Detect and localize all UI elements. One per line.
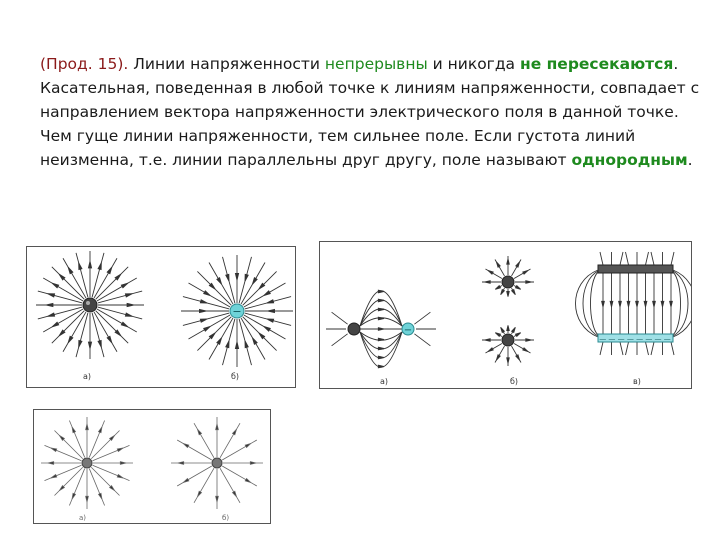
field-line (177, 466, 212, 486)
charge-highlight (86, 301, 90, 305)
field-arrow (204, 291, 211, 296)
field-line (671, 252, 674, 265)
field-arrow (245, 274, 248, 281)
field-arrow (121, 322, 128, 327)
dipole-minus-sign: − (403, 325, 413, 336)
positive-charge (83, 298, 97, 312)
field-arrow (245, 444, 251, 448)
field-arrow (512, 327, 516, 332)
field-arrow (98, 340, 101, 347)
text-fragment: и никогда (432, 55, 516, 73)
field-arrow (619, 301, 622, 307)
figure-point-charges-drawing (27, 247, 296, 388)
field-arrow (204, 326, 211, 331)
field-line (620, 252, 623, 265)
field-line (671, 342, 674, 355)
field-arrow (88, 342, 91, 349)
field-line (54, 430, 82, 458)
field-arrow (216, 496, 219, 502)
text-fragment: . (687, 151, 693, 169)
figure-point-charges-2 (33, 409, 271, 524)
field-arrow (378, 290, 384, 293)
field-line (177, 440, 212, 460)
field-arrow (98, 263, 101, 270)
highlight-continuous: непрерывны (324, 55, 428, 73)
field-line (222, 440, 257, 460)
field-arrow (59, 486, 64, 491)
field-arrow (267, 319, 274, 322)
label-b: б) (231, 372, 240, 381)
plate-minus-signs: — — — — — — — — (599, 335, 671, 343)
field-arrow (216, 424, 219, 430)
field-arrow (488, 270, 493, 274)
field-arrow (501, 327, 505, 332)
field-arrow (117, 448, 123, 451)
field-arrow (661, 301, 664, 307)
field-arrow (68, 336, 73, 343)
field-curve (673, 272, 681, 335)
field-arrow (59, 330, 65, 336)
field-line (651, 252, 654, 265)
like-charge-bottom (502, 334, 514, 346)
field-line (91, 430, 119, 458)
field-arrow (670, 301, 673, 307)
field-arrow (516, 355, 520, 360)
field-arrow (199, 309, 206, 312)
field-arrow (48, 294, 55, 297)
field-line (93, 445, 130, 460)
field-arrow (378, 365, 384, 368)
field-line (45, 465, 82, 480)
field-arrow (495, 333, 500, 337)
field-arrow (209, 333, 215, 339)
field-line (52, 311, 85, 344)
field-arrow (217, 338, 222, 345)
field-arrow (644, 301, 647, 307)
field-arrow (107, 267, 112, 274)
label-c: в) (633, 377, 641, 386)
field-arrow (107, 336, 112, 343)
dipole-positive-charge (348, 323, 360, 335)
field-line (332, 334, 348, 346)
field-line (69, 469, 84, 506)
field-arrow (226, 274, 229, 281)
field-arrow (217, 278, 222, 285)
field-arrow (232, 429, 236, 435)
field-line (69, 421, 84, 458)
field-arrow (232, 491, 236, 497)
field-arrow (125, 313, 132, 316)
field-line (222, 466, 257, 486)
charge-a (82, 458, 92, 468)
field-arrow (507, 325, 510, 330)
field-arrow (52, 322, 59, 327)
field-arrow (507, 259, 510, 264)
negative-sign: − (232, 305, 242, 318)
field-arrow (59, 435, 64, 440)
field-line (96, 311, 129, 344)
field-line (600, 342, 603, 355)
like-charge-top (502, 276, 514, 288)
field-arrow (507, 358, 510, 363)
field-arrow (183, 478, 189, 482)
field-line (91, 467, 119, 495)
field-arrow (485, 281, 490, 284)
field-arrow (610, 301, 613, 307)
figure-dipole-and-plates (319, 241, 692, 389)
field-arrow (209, 283, 215, 289)
field-line (89, 469, 104, 506)
positive-plate (598, 265, 673, 273)
field-arrow (200, 300, 207, 303)
field-arrow (198, 491, 202, 497)
field-arrow (252, 278, 257, 285)
text-fragment: . (673, 55, 679, 73)
field-arrow (245, 341, 248, 348)
highlight-not-cross: не пересекаются (519, 55, 674, 73)
field-line (620, 342, 623, 355)
field-arrow (507, 291, 510, 296)
field-arrow (378, 328, 384, 331)
field-arrow (110, 486, 115, 491)
field-arrow (183, 444, 189, 448)
field-arrow (496, 355, 500, 360)
field-line (414, 334, 430, 346)
field-arrow (653, 301, 656, 307)
field-line (646, 342, 649, 355)
field-arrow (516, 262, 520, 267)
figure-point-charges-2-drawing (34, 410, 271, 524)
paragraph-2: Касательная, поведенная в любой точке к линиям напряженности, совпадает с направлением вектора напряженности электрического поля в данной точке. (40, 79, 700, 121)
field-arrow (52, 283, 59, 288)
field-arrow (252, 338, 257, 345)
label-a: а) (380, 377, 389, 386)
field-arrow (495, 286, 500, 290)
label-a: а) (79, 514, 87, 522)
field-arrow (267, 300, 274, 303)
field-arrow (245, 478, 251, 482)
field-line (651, 342, 654, 355)
field-arrow (120, 462, 126, 465)
field-arrow (110, 435, 115, 440)
field-curve (591, 272, 599, 335)
field-arrow (516, 286, 521, 290)
field-arrow (200, 319, 207, 322)
paragraph-3 (40, 124, 700, 172)
field-arrow (98, 427, 101, 433)
field-arrow (488, 348, 493, 352)
field-line (93, 465, 130, 480)
field-arrow (264, 326, 271, 331)
field-arrow (178, 462, 184, 465)
field-arrow (88, 261, 91, 268)
field-arrow (523, 270, 528, 274)
field-arrow (516, 333, 521, 337)
field-arrow (250, 462, 256, 465)
field-arrow (523, 348, 528, 352)
field-line (220, 468, 240, 503)
text-fragment: Линии напряженности (133, 55, 320, 73)
field-arrow (125, 294, 132, 297)
field-arrow (602, 301, 605, 307)
field-arrow (115, 330, 121, 336)
field-arrow (378, 299, 384, 302)
field-line (194, 423, 214, 458)
field-line (332, 312, 348, 324)
field-arrow (51, 474, 57, 477)
figure-dipole-and-plates-drawing (320, 242, 692, 389)
field-arrow (79, 340, 82, 347)
field-line (89, 421, 104, 458)
charge-b (212, 458, 222, 468)
field-arrow (198, 429, 202, 435)
field-arrow (72, 427, 75, 433)
field-line (646, 252, 649, 265)
field-arrow (636, 301, 639, 307)
field-line (45, 445, 82, 460)
field-arrow (51, 448, 57, 451)
label-a: а) (83, 372, 92, 381)
field-line (626, 252, 629, 265)
field-arrow (264, 291, 271, 296)
field-arrow (115, 274, 121, 280)
field-line (220, 423, 240, 458)
field-line (626, 342, 629, 355)
field-arrow (485, 339, 490, 342)
text-fragment: Чем гуще линии напряженности, тем сильнее поле. Если густота линий неизменна, т.е. линии параллельны друг другу, поле называют (40, 127, 636, 169)
field-line (414, 312, 430, 324)
field-line (194, 468, 214, 503)
field-arrow (59, 274, 65, 280)
field-arrow (526, 339, 531, 342)
highlight-uniform: однородным (571, 151, 688, 169)
slide-text (40, 52, 700, 172)
field-arrow (117, 474, 123, 477)
field-arrow (72, 493, 75, 499)
field-arrow (512, 290, 516, 295)
field-arrow (268, 309, 275, 312)
field-line (54, 467, 82, 495)
field-arrow (121, 283, 128, 288)
field-arrow (86, 496, 89, 502)
reference-label: (Прод. 15). (40, 55, 129, 73)
field-arrow (259, 283, 265, 289)
field-line (600, 252, 603, 265)
field-arrow (68, 267, 73, 274)
field-arrow (496, 262, 500, 267)
field-arrow (127, 303, 134, 306)
field-arrow (86, 424, 89, 430)
figure-point-charges (26, 246, 296, 388)
field-arrow (79, 263, 82, 270)
field-arrow (48, 462, 54, 465)
field-arrow (98, 493, 101, 499)
field-arrow (378, 356, 384, 359)
field-arrow (48, 313, 55, 316)
field-arrow (627, 301, 630, 307)
field-arrow (501, 290, 505, 295)
field-line (96, 267, 129, 300)
field-curve (576, 270, 599, 337)
field-arrow (526, 281, 531, 284)
field-arrow (235, 342, 238, 349)
field-arrow (46, 303, 53, 306)
field-line (52, 267, 85, 300)
field-arrow (226, 341, 229, 348)
label-b: б) (510, 377, 519, 386)
paragraph-1 (40, 52, 700, 76)
field-arrow (235, 273, 238, 280)
label-b: б) (222, 514, 230, 522)
field-arrow (259, 333, 265, 339)
